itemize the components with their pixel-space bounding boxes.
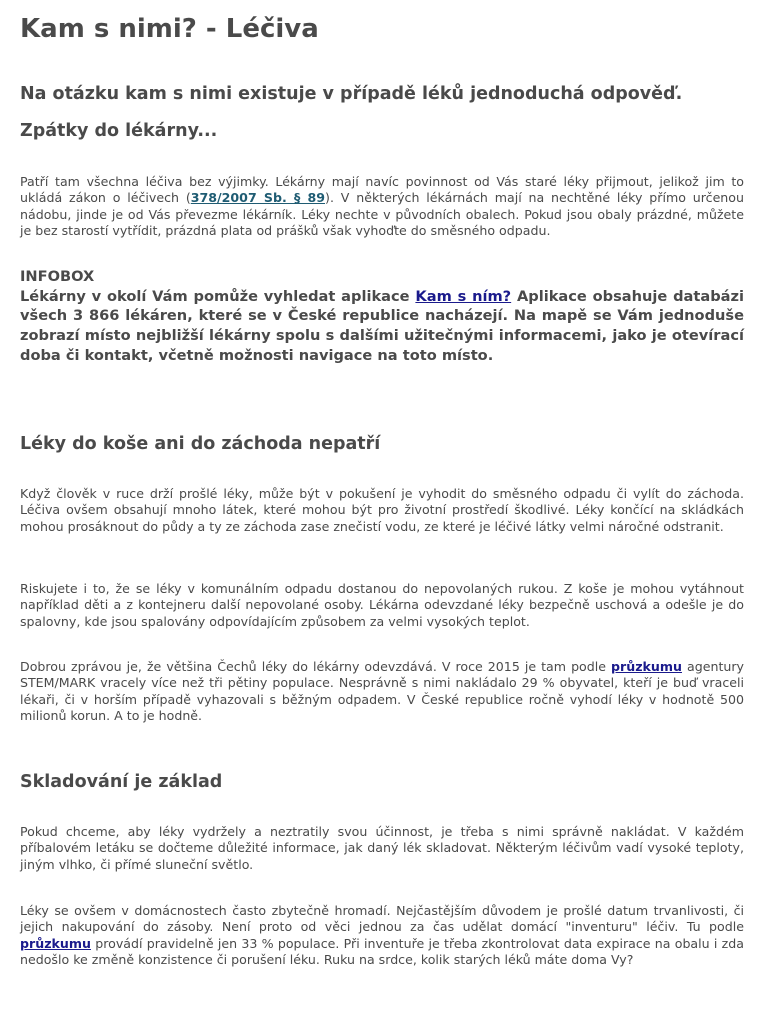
survey-link-2[interactable]: průzkumu xyxy=(20,935,91,951)
paragraph-pharmacy-return: Patří tam všechna léčiva bez výjimky. Lékárny mají navíc povinnost od Vás staré léky přijmout, jelikož jim to ukládá zákon o léčivech (378/2007 Sb. § 89). V některých lékárnách mají na nechtěné léky přímo určenou nádobu, jinde je od Vás převezme lékárník. Léky nechte v původních obalech. Pokud jsou obaly prázdné, můžete je bez starostí vytřídit, prázdná plata od prášků však vyhoďte do směsného odpadu. xyxy=(20,174,744,238)
paragraph-storage-info: Pokud chceme, aby léky vydržely a neztratily svou účinnost, je třeba s nimi správně nakládat. V každém příbalovém letáku se dočteme důležité informace, jak daný lék skladovat. Některým léčivům vadí vysoké teploty, jiným vlhko, či přímé sluneční světlo. xyxy=(20,824,744,872)
infobox xyxy=(20,267,744,366)
infobox-text: Lékárny v okolí Vám pomůže vyhledat aplikace Kam s ním? Aplikace obsahuje databázi všech 3 866 lékáren, které se v České republice nacházejí. Na mapě se Vám jednoduše zobrazí místo nejbližší lékárny spolu s dalšími užitečnými informacemi, jako je otevírací doba či kontakt, včetně možnosti navigace na toto místo. xyxy=(20,287,745,364)
page-title: Kam s nimi? - Léčiva xyxy=(20,14,319,44)
section-heading-not-in-bin: Léky do koše ani do záchoda nepatří xyxy=(20,434,381,454)
section-heading-storage: Skladování je základ xyxy=(20,772,223,792)
paragraph-unauthorized-hands: Riskujete i to, že se léky v komunálním odpadu dostanou do nepovolaných rukou. Z koše je mohou vytáhnout například děti a z kontejneru další nepovolané osoby. Lékárna odevzdané léky bezpečně uschová a odešle je do spalovny, kde jsou spalovány odpovídajícím způsobem za velmi vysokých teplot. xyxy=(20,581,744,629)
paragraph-good-news: Dobrou zprávou je, že většina Čechů léky do lékárny odevzdává. V roce 2015 je tam podle průzkumu agentury STEM/MARK vracely více než tři pětiny populace. Nesprávně s nimi nakládalo 29 % obyvatel, kteří je buď vraceli lékaři, či v horším případě vyhazovali s běžným odpadem. V České republice ročně vyhodí léky v hodnotě 500 milionů korun. A to je hodně. xyxy=(20,659,744,723)
law-link[interactable]: 378/2007 Sb. § 89 xyxy=(190,190,326,206)
paragraph-expired-drugs: Když člověk v ruce drží prošlé léky, může být v pokušení je vyhodit do směsného odpadu či vylít do záchoda. Léčiva ovšem obsahují mnoho látek, které mohou být pro životní prostředí škodlivé. Léky končící na skládkách mohou prosáknout do půdy a ty ze záchoda zase znečistí vodu, ze které je léčivé látky velmi náročné odstranit. xyxy=(20,486,744,534)
section-heading-back-to-pharmacy: Zpátky do lékárny... xyxy=(20,121,218,141)
paragraph-home-inventory: Léky se ovšem v domácnostech často zbytečně hromadí. Nejčastějším důvodem je prošlé datum trvanlivosti, či jejich nakupování do zásoby. Není proto od věci jednou za čas udělat domácí "inventuru" léčiv. Tu podle průzkumu provádí pravidelně jen 33 % populace. Při inventuře je třeba zkontrolovat data expirace na obalu i zda nedošlo ke změně konzistence či porušení léku. Ruku na srdce, kolik starých léků máte doma Vy? xyxy=(20,903,744,967)
survey-link-1[interactable]: průzkumu xyxy=(611,659,682,674)
kam-s-nim-app-link[interactable]: Kam s ním? xyxy=(415,287,512,305)
article-subtitle: Na otázku kam s nimi existuje v případě léků jednoduchá odpověď. xyxy=(20,84,683,104)
infobox-label: INFOBOX xyxy=(20,268,95,285)
